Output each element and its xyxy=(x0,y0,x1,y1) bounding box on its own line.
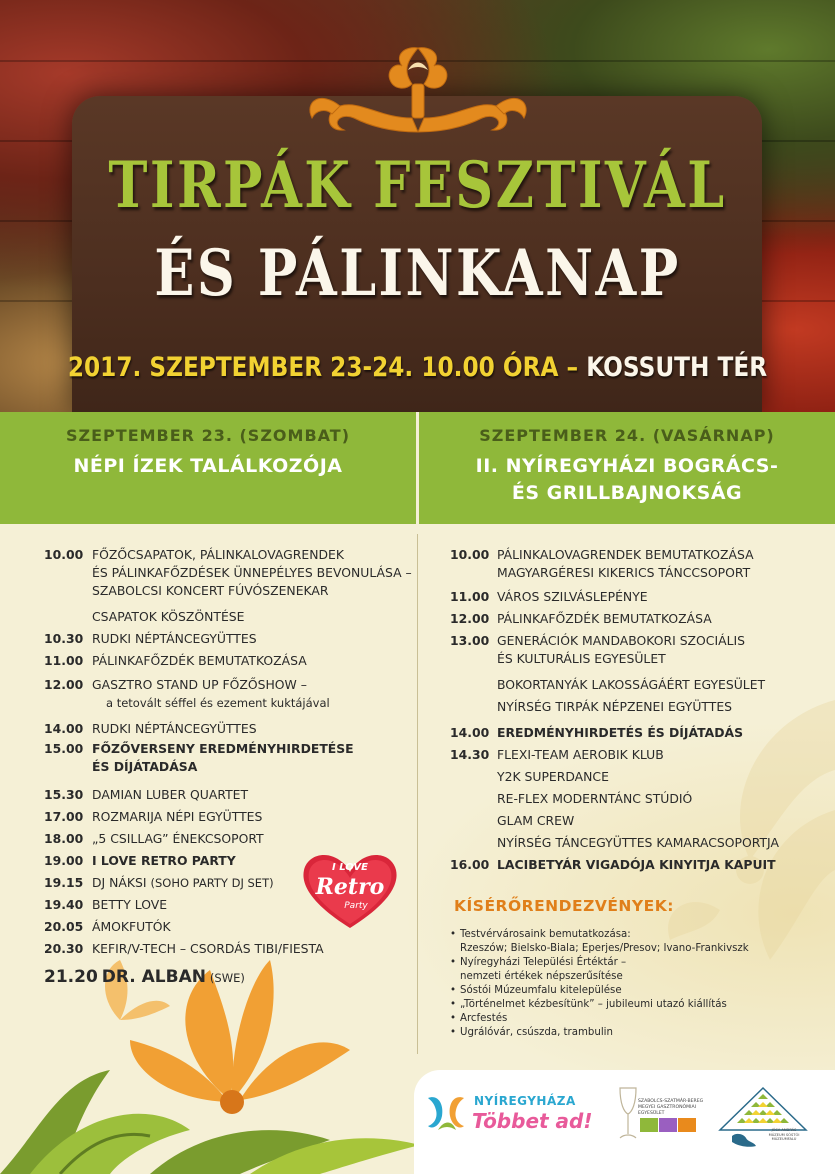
time-label: 20.05 xyxy=(44,919,84,934)
time-label: 17.00 xyxy=(44,809,84,824)
floral-ornament-icon xyxy=(290,40,546,140)
finale-time: 21.20 xyxy=(44,967,98,987)
schedule-row xyxy=(44,740,414,780)
schedule-row xyxy=(450,546,820,588)
event-label: FLEXI-TEAM AEROBIK KLUB xyxy=(497,747,664,762)
nyiregyhaza-slogan: Többet ad! xyxy=(472,1109,593,1133)
schedule-row xyxy=(450,746,820,768)
day2-date: SZEPTEMBER 24. (VASÁRNAP) xyxy=(479,426,775,445)
side-event-item xyxy=(450,1026,820,1040)
event-label: „5 CSILLAG” ÉNEKCSOPORT xyxy=(92,831,264,846)
event-label: Y2K SUPERDANCE xyxy=(497,769,609,784)
finale-row xyxy=(44,968,414,992)
ssb-text: SZABOLCS-SZATMÁR-BEREG MEGYEI GASZTRONÓMIAI EGYESÜLET xyxy=(638,1099,704,1116)
event-label: RE-FLEX MODERNTÁNC STÚDIÓ xyxy=(497,791,693,806)
time-label: 11.00 xyxy=(450,589,490,604)
event-label: MAGYARGÉRESI KIKERICS TÁNCCSOPORT xyxy=(497,565,751,580)
event-label: BOKORTANYÁK LAKOSSÁGÁÉRT EGYESÜLET xyxy=(497,677,766,692)
schedule-row xyxy=(44,940,414,962)
side-event-item xyxy=(450,928,820,956)
schedule-row xyxy=(44,652,414,676)
schedule-row xyxy=(450,856,820,878)
schedule-row xyxy=(44,676,414,714)
event-label: ÉS DÍJÁTADÁSA xyxy=(92,759,198,774)
side-event-line: nemzeti értékek népszerűsítése xyxy=(460,971,623,982)
event-sublabel: a tetovált séffel és ezement kuktájával xyxy=(106,696,330,710)
schedule-row xyxy=(44,630,414,652)
day-header-band xyxy=(0,412,835,524)
event-label: I LOVE RETRO PARTY xyxy=(92,853,236,868)
event-label: PÁLINKALOVAGRENDEK BEMUTATKOZÁSA xyxy=(497,547,754,562)
schedule-row xyxy=(450,768,820,790)
festival-subtitle: ÉS PÁLINKANAP xyxy=(154,236,681,311)
nyiregyhaza-logo xyxy=(424,1090,604,1140)
side-event-line: • Arcfestés xyxy=(460,1013,508,1024)
side-event-line: Rzeszów; Bielsko-Biala; Eperjes/Presov; Ivano-Frankivszk xyxy=(460,943,749,954)
column-separator xyxy=(417,534,418,1054)
time-label: 12.00 xyxy=(44,677,84,692)
side-event-item xyxy=(450,1012,820,1026)
schedule-row xyxy=(44,786,414,808)
nyiregyhaza-mark-icon xyxy=(424,1090,468,1136)
event-label: PÁLINKAFŐZDÉK BEMUTATKOZÁSA xyxy=(497,611,712,626)
side-event-line: • Testvérvárosaink bemutatkozása: xyxy=(460,929,631,940)
finale-suffix: (SWE) xyxy=(209,971,245,985)
i-love-retro-party-logo xyxy=(298,848,402,930)
time-label: 14.30 xyxy=(450,747,490,762)
event-label: RUDKI NÉPTÁNCEGYÜTTES xyxy=(92,631,257,646)
event-label: EREDMÉNYHIRDETÉS ÉS DÍJÁTADÁS xyxy=(497,725,744,740)
time-label: 16.00 xyxy=(450,857,490,872)
event-label: NYÍRSÉG TÁNCEGYÜTTES KAMARACSOPORTJA xyxy=(497,835,779,850)
time-label: 11.00 xyxy=(44,653,84,668)
time-label: 10.00 xyxy=(44,547,84,562)
time-label: 19.15 xyxy=(44,875,84,890)
side-event-line: • „Történelmet kézbesítünk” – jubileumi utazó kiállítás xyxy=(460,999,727,1010)
time-label: 18.00 xyxy=(44,831,84,846)
event-location: KOSSUTH TÉR xyxy=(586,352,768,383)
event-suffix: (SOHO PARTY DJ SET) xyxy=(150,876,274,890)
retro-logo-mid: Retro xyxy=(315,874,385,900)
event-label: GASZTRO STAND UP FŐZŐSHOW – xyxy=(92,677,307,692)
side-event-line: • Nyíregyházi Települési Értéktár – xyxy=(460,957,627,968)
side-events-title: KÍSÉRŐRENDEZVÉNYEK: xyxy=(454,897,674,915)
schedule-row xyxy=(450,790,820,812)
ssb-gastro-logo xyxy=(616,1084,706,1144)
wine-glass-icon xyxy=(616,1084,640,1144)
event-label: CSAPATOK KÖSZÖNTÉSE xyxy=(92,609,245,624)
retro-logo-bot: Party xyxy=(344,901,368,911)
schedule-row xyxy=(450,834,820,856)
side-event-item xyxy=(450,956,820,984)
event-label: PÁLINKAFŐZDÉK BEMUTATKOZÁSA xyxy=(92,653,307,668)
event-label: ÉS KULTURÁLIS EGYESÜLET xyxy=(497,651,666,666)
event-label: FŐZŐCSAPATOK, PÁLINKALOVAGRENDEK xyxy=(92,547,344,562)
event-label: ÁMOKFUTÓK xyxy=(92,919,171,934)
retro-logo-top: I LOVE xyxy=(332,862,368,873)
event-label: LACIBETYÁR VIGADÓJA KINYITJA KAPUIT xyxy=(497,857,776,872)
day2-schedule xyxy=(450,546,820,878)
event-label: DJ NÁKSI xyxy=(92,875,147,890)
finale-act: DR. ALBAN xyxy=(101,967,206,987)
day2-title-line2: ÉS GRILLBAJNOKSÁG xyxy=(511,482,743,504)
time-label: 13.00 xyxy=(450,633,490,648)
schedule-row xyxy=(450,676,820,698)
schedule-row xyxy=(450,724,820,746)
event-label: SZABOLCSI KONCERT FÚVÓSZENEKAR xyxy=(92,583,329,598)
event-label: ÉS PÁLINKAFŐZDÉSEK ÜNNEPÉLYES BEVONULÁSA – xyxy=(92,565,412,580)
day2-header xyxy=(419,426,835,507)
event-label: RUDKI NÉPTÁNCEGYÜTTES xyxy=(92,721,257,736)
museum-roof-icon xyxy=(718,1086,808,1152)
day1-date: SZEPTEMBER 23. (SZOMBAT) xyxy=(66,426,350,445)
schedule-row xyxy=(44,808,414,830)
schedule-row xyxy=(44,720,414,740)
event-label: ROZMARIJA NÉPI EGYÜTTES xyxy=(92,809,263,824)
event-label: NYÍRSÉG TIRPÁK NÉPZENEI EGYÜTTES xyxy=(497,699,733,714)
schedule-row xyxy=(450,588,820,610)
schedule-row xyxy=(450,610,820,632)
ssb-color-blocks-icon xyxy=(640,1118,696,1132)
time-label: 10.00 xyxy=(450,547,490,562)
event-label: GLAM CREW xyxy=(497,813,575,828)
schedule-row xyxy=(450,812,820,834)
side-event-line: • Sóstói Múzeumfalu kitelepülése xyxy=(460,985,622,996)
day1-header xyxy=(0,426,416,480)
day1-title: NÉPI ÍZEK TALÁLKOZÓJA xyxy=(73,455,343,477)
event-label: BETTY LOVE xyxy=(92,897,168,912)
time-label: 20.30 xyxy=(44,941,84,956)
event-label: GENERÁCIÓK MANDABOKORI SZOCIÁLIS xyxy=(497,633,745,648)
nyiregyhaza-top-text: NYÍREGYHÁZA xyxy=(474,1094,576,1108)
museum-logo xyxy=(718,1086,808,1152)
side-event-item xyxy=(450,984,820,998)
event-label: KEFIR/V-TECH – CSORDÁS TIBI/FIESTA xyxy=(92,941,324,956)
time-label: 15.30 xyxy=(44,787,84,802)
side-events-list xyxy=(450,928,820,1040)
hero-banner xyxy=(0,0,835,412)
event-label: FŐZŐVERSENY EREDMÉNYHIRDETÉSE xyxy=(92,741,354,756)
schedule-row xyxy=(450,632,820,672)
side-event-line: • Ugrálóvár, csúszda, trambulin xyxy=(460,1027,613,1038)
event-date: 2017. SZEPTEMBER 23-24. 10.00 ÓRA – xyxy=(67,352,579,383)
schedule-row xyxy=(450,698,820,724)
time-label: 15.00 xyxy=(44,741,84,756)
side-event-item xyxy=(450,998,820,1012)
time-label: 19.00 xyxy=(44,853,84,868)
time-label: 14.00 xyxy=(44,721,84,736)
museum-text: JÓSA ANDRÁS MÚZEUM SÓSTÓI MÚZEUMFALU xyxy=(768,1128,800,1141)
date-location-line xyxy=(58,352,776,383)
time-label: 10.30 xyxy=(44,631,84,646)
event-label: DAMIAN LUBER QUARTET xyxy=(92,787,249,802)
schedule-row xyxy=(44,608,414,630)
event-label: VÁROS SZILVÁSLEPÉNYE xyxy=(497,589,648,604)
time-label: 12.00 xyxy=(450,611,490,626)
festival-title: TIRPÁK FESZTIVÁL xyxy=(108,148,727,223)
time-label: 14.00 xyxy=(450,725,490,740)
schedule-row xyxy=(44,546,414,600)
day2-title xyxy=(419,453,835,507)
day2-title-line1: II. NYÍREGYHÁZI BOGRÁCS- xyxy=(475,455,779,477)
time-label: 19.40 xyxy=(44,897,84,912)
